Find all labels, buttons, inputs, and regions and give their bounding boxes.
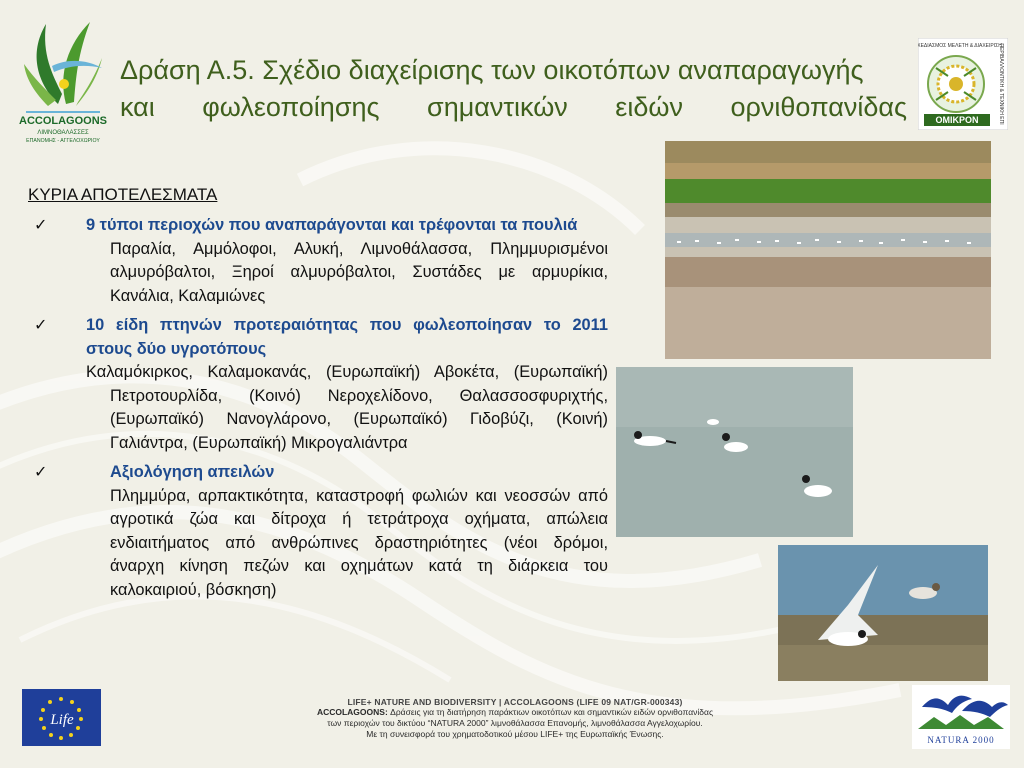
omikron-logo-icon [918,38,1008,130]
slide-title [120,52,907,126]
accolagoons-logo-icon [18,14,108,149]
result-item-species [28,314,608,455]
svg-text:Life: Life [50,712,74,728]
result-body: Καλαμόκιρκος, Καλαμοκανάς, (Ευρωπαϊκή) Αβοκέτα, (Ευρωπαϊκή) Πετροτουρλίδα, (Κοινό) Νεροχελίδονο, Θαλασσοσφυριχτής, (Ευρωπαϊκό) Νανογλάρονο, (Ευρωπαϊκό) Γιδοβύζι, (Κοινή) Γαλιάντρα, (Ευρωπαϊκή) Μικρογαλιάντρα [86,363,608,452]
natura-2000-logo [912,685,1010,749]
svg-text:ΛΙΜΝΟΘΑΛΑΣΣΕΣ: ΛΙΜΝΟΘΑΛΑΣΣΕΣ [37,130,89,136]
section-title: ΚΥΡΙΑ ΑΠΟΤΕΛΕΣΜΑΤΑ [28,185,218,204]
accolagoons-logo [18,14,108,149]
check-icon: ✓ [34,464,48,481]
svg-text:ΟΜΙΚΡΟΝ: ΟΜΙΚΡΟΝ [935,115,979,125]
footer-description: ACCOLAGOONS: Δράσεις για τη διατήρηση παράκτιων οικοτόπων και σημαντικών ειδών ορνιθοπανίδας [316,707,714,717]
eu-life-logo [22,689,101,746]
svg-text:NATURA 2000: NATURA 2000 [927,735,995,745]
svg-text:ΠΕΡΙΒΑΛΛΟΝΤΙΚΗ & ΤΕΧΝΙΚΗ ΕΠΙ: ΠΕΡΙΒΑΛΛΟΝΤΙΚΗ & ΤΕΧΝΙΚΗ ΕΠΙ [998,43,1004,125]
title-line-2: και φωλεοποίησης σημαντικών ειδών ορνιθοπανίδας [120,92,907,122]
check-icon: ✓ [34,217,48,234]
result-heading: 9 τύποι περιοχών που αναπαράγονται και τρέφονται τα πουλιά [86,216,578,234]
results-list [28,214,608,608]
title-line-1: Δράση Α.5. Σχέδιο διαχείρισης των οικοτόπων αναπαραγωγής [120,55,864,85]
photo-terns [778,545,988,681]
result-body: Πλημμύρα, αρπακτικότητα, καταστροφή φωλιών και νεοσσών από αγροτικά ζώα και δίτροχα ή τετράτροχα οχήματα, απώλεια ενδιαιτήματος από ανθρώπινες δραστηριότητες (νέοι δρόμοι, άναρχη κίνηση πεζών και οχημάτων κατά τη διάρκεια του καλοκαιριού, βόσκηση) [110,486,608,599]
result-item-threats [28,461,608,602]
footer-text [240,697,790,740]
eu-flag-icon [22,689,101,746]
svg-text:ΣΧΕΔΙΑΣΜΟΣ ΜΕΛΕΤΗ & ΔΙΑΧΕΙΡΙΣΗ: ΣΧΕΔΙΑΣΜΟΣ ΜΕΛΕΤΗ & ΔΙΑΧΕΙΡΙΣΗ [918,43,1002,49]
omikron-logo [918,38,1008,130]
svg-text:ΕΠΑΝΟΜΗΣ - ΑΓΓΕΛΟΧΩΡΙΟΥ: ΕΠΑΝΟΜΗΣ - ΑΓΓΕΛΟΧΩΡΙΟΥ [26,138,100,144]
footer-funding-line: Με τη συνεισφορά του χρηματοδοτικού μέσου LIFE+ της Ευρωπαϊκής Ένωσης. [366,729,664,739]
result-heading: Αξιολόγηση απειλών [110,463,275,481]
footer-natura-line: των περιοχών του δικτύου “NATURA 2000” λιμνοθάλασσα Επανομής, λιμνοθάλασσα Αγγελοχωρίου. [327,718,703,728]
photo-avocets [616,367,853,537]
check-icon: ✓ [34,317,48,334]
result-heading: 10 είδη πτηνών προτεραιότητας που φωλεοποίησαν το 2011 στους δύο υγροτόπους [86,316,608,358]
result-body: Παραλία, Αμμόλοφοι, Αλυκή, Λιμνοθάλασσα, Πλημμυρισμένοι αλμυρόβαλτοι, Ξηροί αλμυρόβαλτοι, Συστάδες με αρμυρίκια, Κανάλια, Καλαμιώνες [110,239,608,305]
photo-lagoon-flock [665,141,991,359]
svg-text:ACCOLAGOONS: ACCOLAGOONS [19,115,107,127]
footer-project-line: LIFE+ NATURE AND BIODIVERSITY | ACCOLAGOONS (LIFE 09 NAT/GR-000343) [347,697,683,707]
natura-bird-icon [912,685,1010,749]
result-item-areas [28,214,608,308]
